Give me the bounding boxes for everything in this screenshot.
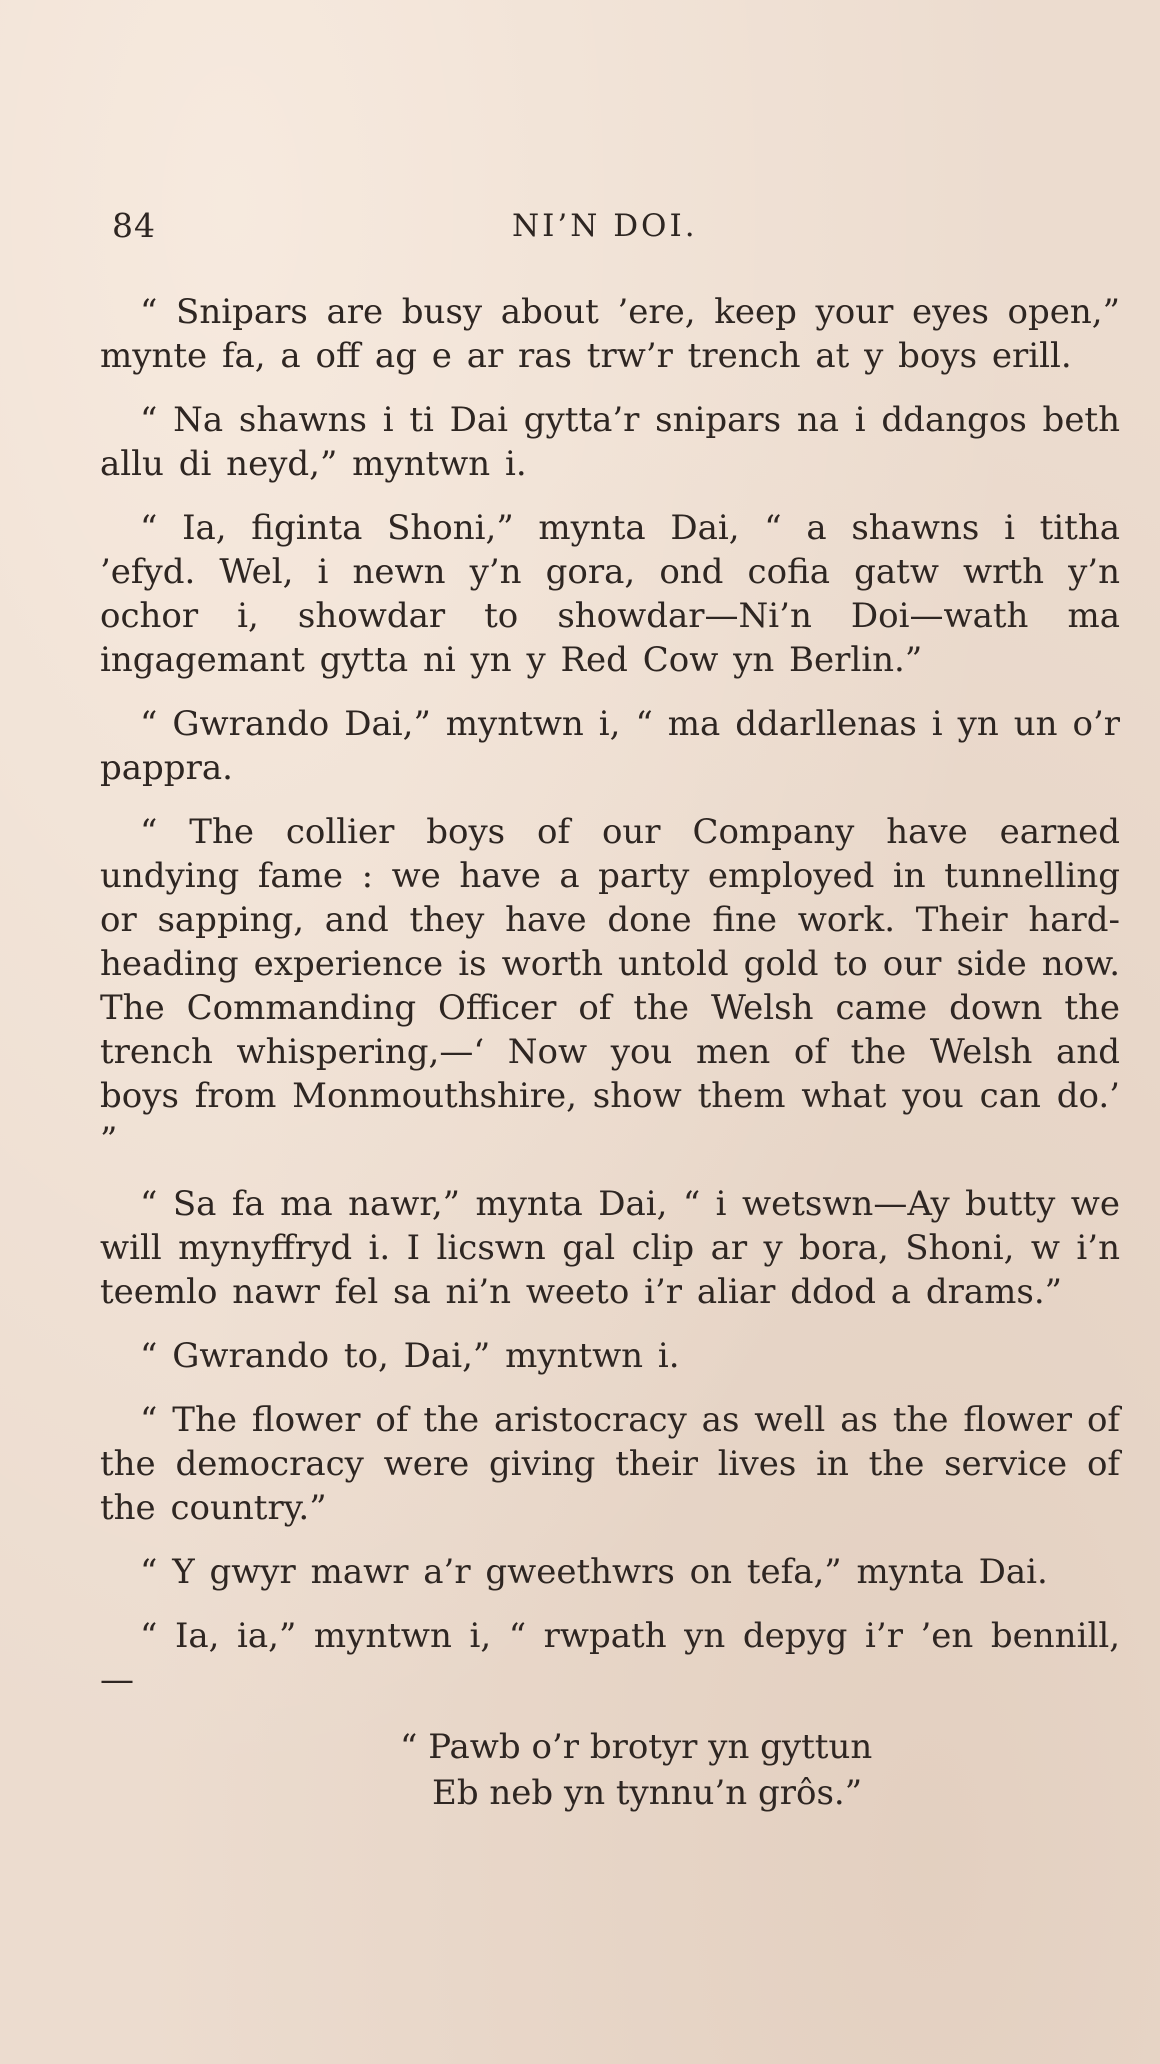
paragraph: “ The collier boys of our Company have earned undying fame : we have a party employed in tunnelling or sapping, and they have done fine work. Their hard-heading experience is worth untold gold to our side now. The Commanding Officer of the Welsh came down the trench whispering,—‘ Now you men of the Welsh and boys from Monmouthshire, show them what you can do.’ ” [100,812,1120,1160]
body-text [100,290,1120,1702]
paragraph: “ Sa fa ma nawr,” mynta Dai, “ i wetswn—Ay butty we will mynyffryd i. I licswn gal clip ar y bora, Shoni, w i’n teemlo nawr fel sa ni’n weeto i’r aliar ddod a drams.” [100,1184,1120,1312]
paragraph: “ The flower of the aristocracy as well as the flower of the democracy were giving their lives in the service of the country.” [100,1400,1120,1528]
page-number: 84 [112,206,156,245]
paragraph: “ Ia, figinta Shoni,” mynta Dai, “ a shawns i titha ’efyd. Wel, i newn y’n gora, ond cofia gatw wrth y’n ochor i, showdar to showdar—Ni’n Doi—wath ma ingagemant gytta ni yn y Red Cow yn Berlin.” [100,508,1120,680]
page-header [100,200,1120,260]
verse-line: “ Pawb o’r brotyr yn gyttun [400,1727,873,1767]
verse-line: Eb neb yn tynnu’n grôs.” [432,1773,863,1813]
paragraph: “ Snipars are busy about ’ere, keep your eyes open,” mynte fa, a off ag e ar ras trw’r trench at y boys erill. [100,292,1120,376]
running-head: NI’N DOI. [512,208,698,244]
paragraph: “ Na shawns i ti Dai gytta’r snipars na i ddangos beth allu di neyd,” myntwn i. [100,400,1120,484]
paragraph: “ Gwrando Dai,” myntwn i, “ ma ddarllenas i yn un o’r pappra. [100,704,1120,788]
book-page [100,200,1120,1816]
paragraph: “ Gwrando to, Dai,” myntwn i. [140,1336,680,1376]
verse-quotation [100,1724,1120,1816]
paragraph: “ Ia, ia,” myntwn i, “ rwpath yn depyg i’r ’en bennill,— [100,1616,1120,1700]
paragraph: “ Y gwyr mawr a’r gweethwrs on tefa,” mynta Dai. [140,1552,1048,1592]
